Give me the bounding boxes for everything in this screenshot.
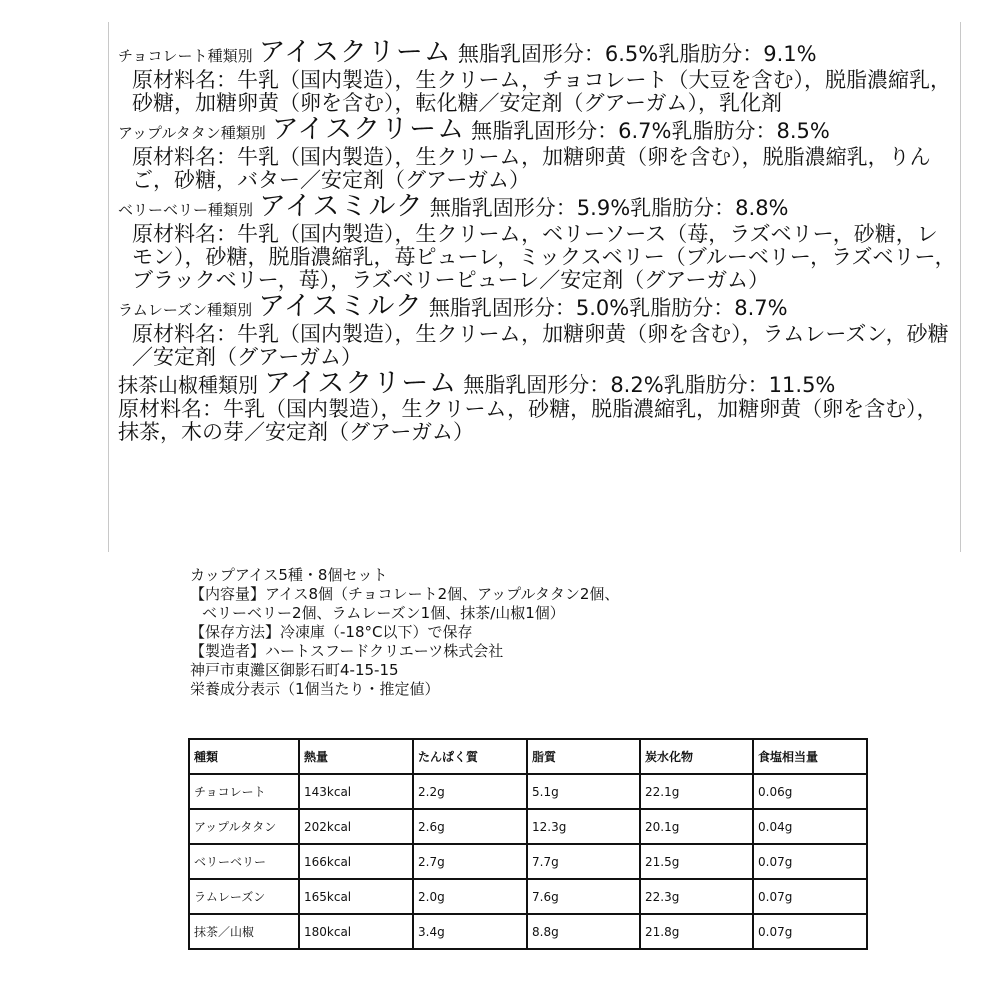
column-header: 炭水化物 xyxy=(640,739,753,774)
ingredient-entry xyxy=(118,368,958,444)
table-cell: チョコレート xyxy=(189,774,299,809)
table-cell: 3.4g xyxy=(413,914,527,949)
materials-text: 原材料名：牛乳（国内製造），生クリーム，チョコレート（大豆を含む），脱脂濃縮乳，砂糖，加糖卵黄（卵を含む），転化糖／安定剤（グアーガム），乳化剤 xyxy=(132,68,951,115)
product-info xyxy=(190,566,619,699)
table-cell: 7.7g xyxy=(527,844,640,879)
column-header: 食塩相当量 xyxy=(753,739,867,774)
table-cell: 202kcal xyxy=(299,809,413,844)
table-row xyxy=(189,774,867,809)
flavor-name: チョコレート xyxy=(118,47,208,65)
nonfat-label: 無脂乳固形分： xyxy=(428,296,576,320)
ingredient-entry xyxy=(118,114,958,192)
materials-text: 原材料名：牛乳（国内製造），生クリーム，加糖卵黄（卵を含む），ラムレーズン，砂糖／安定剤（グアーガム） xyxy=(132,322,949,369)
fat-label: 乳脂肪分： xyxy=(630,196,736,220)
table-row xyxy=(189,879,867,914)
table-cell: ベリーベリー xyxy=(189,844,299,879)
table-cell: 7.6g xyxy=(527,879,640,914)
contents-line: 【内容量】アイス8個（チョコレート2個、アップルタタン2個、 xyxy=(190,585,620,603)
ingredient-header xyxy=(118,191,958,223)
flavor-name: ラムレーズン xyxy=(118,301,208,319)
table-row xyxy=(189,914,867,949)
fat-value: 9.1% xyxy=(763,42,817,66)
ingredient-header xyxy=(118,368,958,399)
table-cell: 22.1g xyxy=(640,774,753,809)
nutrition-table xyxy=(188,738,868,950)
fat-value: 8.7% xyxy=(734,296,788,320)
table-cell: ラムレーズン xyxy=(189,879,299,914)
table-cell: 20.1g xyxy=(640,809,753,844)
table-cell: 0.07g xyxy=(753,844,867,879)
table-cell: 0.07g xyxy=(753,914,867,949)
table-cell: 0.06g xyxy=(753,774,867,809)
table-cell: 180kcal xyxy=(299,914,413,949)
ingredient-entry xyxy=(118,291,958,369)
right-border-line xyxy=(960,22,961,552)
fat-value: 11.5% xyxy=(768,373,836,397)
type-label: 種類別 xyxy=(208,201,254,219)
ingredient-header xyxy=(118,114,958,146)
table-cell: 0.04g xyxy=(753,809,867,844)
fat-label: 乳脂肪分： xyxy=(671,119,777,143)
address-line: 神戸市東灘区御影石町4-15-15 xyxy=(190,661,399,679)
table-row xyxy=(189,844,867,879)
nonfat-value: 6.7% xyxy=(618,119,672,143)
fat-value: 8.5% xyxy=(776,119,830,143)
product-type: アイスクリーム xyxy=(271,114,466,145)
nonfat-value: 5.0% xyxy=(575,296,630,320)
materials-text: 原材料名：牛乳（国内製造），生クリーム，ベリーソース（苺，ラズベリー，砂糖，レモン），砂糖，脱脂濃縮乳，苺ピューレ，ミックスベリー（ブルーベリー，ラズベリー，ブラックベリー，苺），ラズベリーピューレ／安定剤（グアーガム） xyxy=(132,222,956,292)
nonfat-value: 8.2% xyxy=(610,373,664,397)
ingredients-block xyxy=(118,37,958,444)
nonfat-value: 5.9% xyxy=(576,196,631,220)
contents-line-2: ベリーベリー2個、ラムレーズン1個、抹茶/山椒1個） xyxy=(202,604,565,622)
table-cell: 0.07g xyxy=(753,879,867,914)
table-cell: 8.8g xyxy=(527,914,640,949)
product-type: アイスクリーム xyxy=(264,368,458,399)
column-header: たんぱく質 xyxy=(413,739,527,774)
table-cell: 22.3g xyxy=(640,879,753,914)
fat-label: 乳脂肪分： xyxy=(663,373,769,397)
table-cell: 166kcal xyxy=(299,844,413,879)
table-cell: 2.7g xyxy=(413,844,527,879)
ingredient-header xyxy=(118,37,958,69)
fat-value: 8.8% xyxy=(735,196,789,220)
table-cell: 165kcal xyxy=(299,879,413,914)
column-header: 脂質 xyxy=(527,739,640,774)
table-header-row xyxy=(189,739,867,774)
type-label: 種類別 xyxy=(207,301,253,319)
product-type: アイスミルク xyxy=(258,291,423,322)
flavor-name: ベリーベリー xyxy=(118,201,209,219)
materials-text: 原材料名：牛乳（国内製造），生クリーム，加糖卵黄（卵を含む），脱脂濃縮乳，りんご，砂糖，バター／安定剤（グアーガム） xyxy=(132,145,931,192)
nonfat-label: 無脂乳固形分： xyxy=(463,373,611,397)
table-cell: 2.2g xyxy=(413,774,527,809)
nutrition-title: 栄養成分表示（1個当たり・推定値） xyxy=(190,680,440,698)
table-cell: 21.8g xyxy=(640,914,753,949)
table-cell: 抹茶／山椒 xyxy=(189,914,299,949)
nonfat-value: 6.5% xyxy=(604,42,659,66)
ingredient-entry xyxy=(118,191,958,292)
table-cell: 143kcal xyxy=(299,774,413,809)
ingredient-entry xyxy=(118,37,958,115)
nonfat-label: 無脂乳固形分： xyxy=(471,119,619,143)
nonfat-label: 無脂乳固形分： xyxy=(429,196,577,220)
type-label: 種類別 xyxy=(198,373,258,397)
set-title: カップアイス5種・8個セット xyxy=(190,566,388,584)
type-label: 種類別 xyxy=(220,124,266,142)
fat-label: 乳脂肪分： xyxy=(629,296,735,320)
table-cell: 2.6g xyxy=(413,809,527,844)
maker-line: 【製造者】ハートスフードクリエーツ株式会社 xyxy=(190,642,504,660)
column-header: 熱量 xyxy=(299,739,413,774)
ingredient-header xyxy=(118,291,958,323)
table-row xyxy=(189,809,867,844)
fat-label: 乳脂肪分： xyxy=(658,42,764,66)
table-cell: アップルタタン xyxy=(189,809,299,844)
table-cell: 5.1g xyxy=(527,774,640,809)
nonfat-label: 無脂乳固形分： xyxy=(457,42,605,66)
left-border-line xyxy=(108,22,109,552)
product-type: アイスミルク xyxy=(259,191,424,222)
flavor-name: アップルタタン xyxy=(118,124,221,142)
table-cell: 2.0g xyxy=(413,879,527,914)
materials-text: 原材料名：牛乳（国内製造），生クリーム，砂糖，脱脂濃縮乳，加糖卵黄（卵を含む），抹茶，木の芽／安定剤（グアーガム） xyxy=(118,397,938,444)
flavor-name: 抹茶山椒 xyxy=(118,373,198,397)
storage-line: 【保存方法】冷凍庫（-18°C以下）で保存 xyxy=(190,623,473,641)
product-type: アイスクリーム xyxy=(258,37,452,68)
type-label: 種類別 xyxy=(207,47,253,65)
table-cell: 21.5g xyxy=(640,844,753,879)
table-cell: 12.3g xyxy=(527,809,640,844)
column-header: 種類 xyxy=(189,739,299,774)
